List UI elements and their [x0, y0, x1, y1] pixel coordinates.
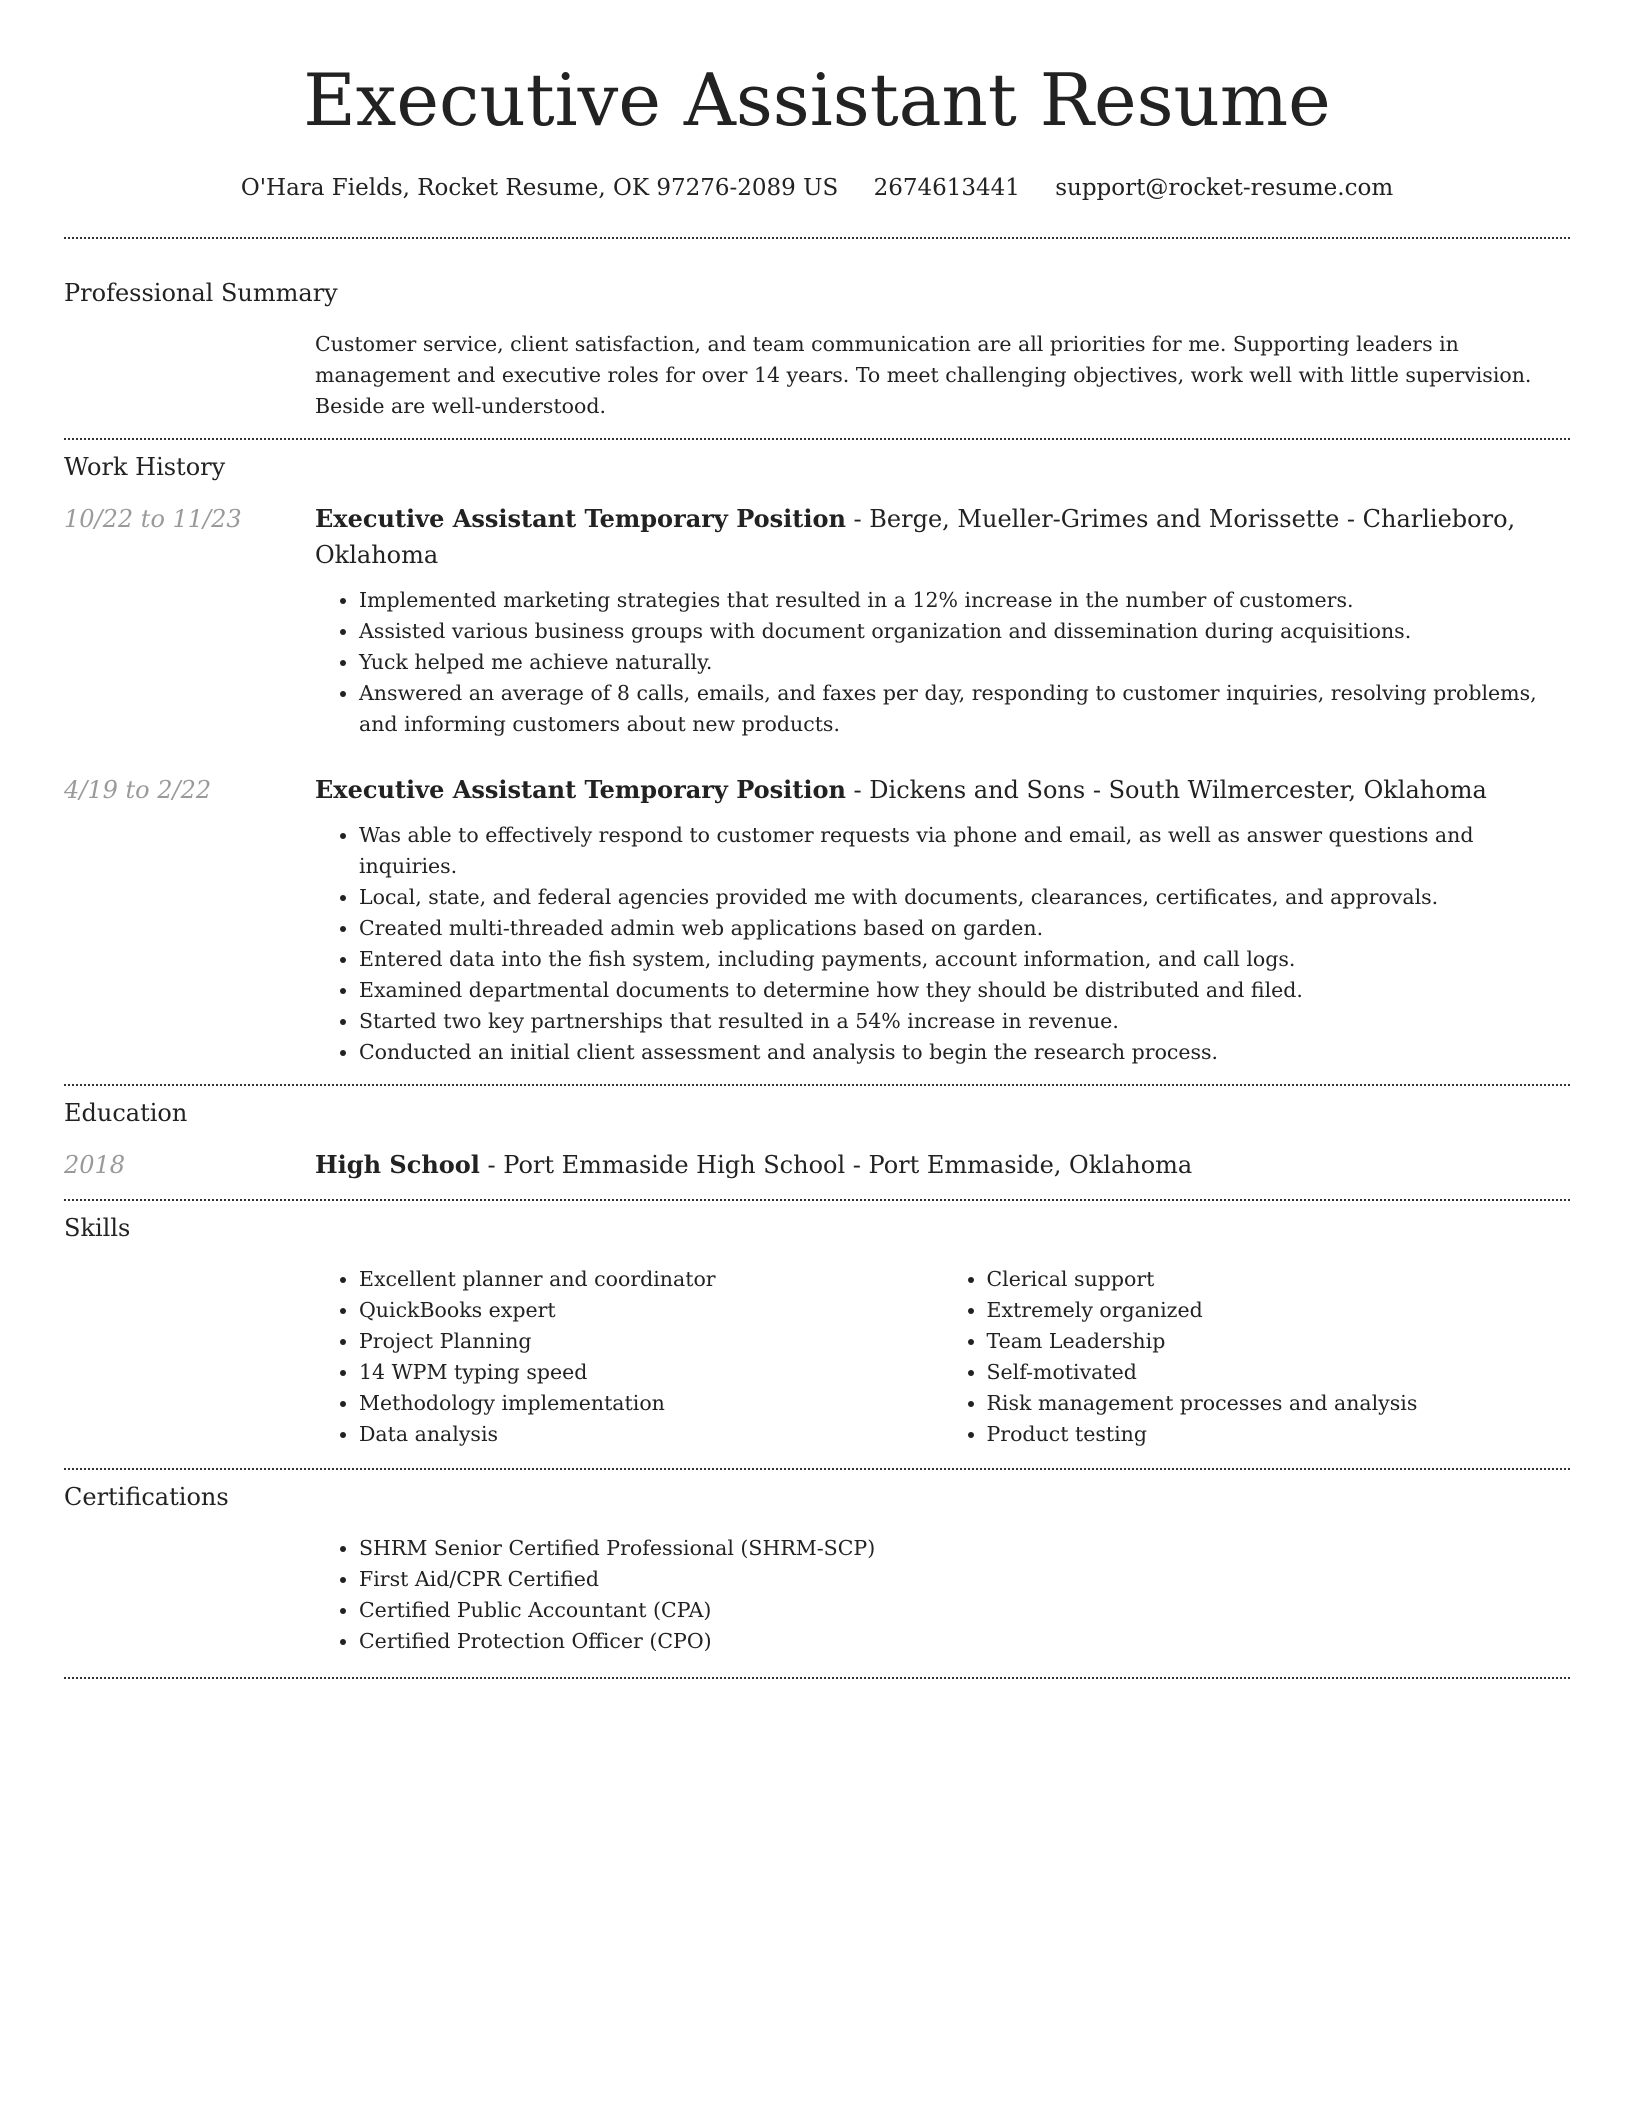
skill-item: • Clerical support [987, 1264, 1571, 1295]
skill-item: • 14 WPM typing speed [359, 1357, 943, 1388]
skills-grid [315, 1264, 1570, 1450]
list-item: • Entered data into the fish system, including payments, account information, and call logs. [359, 944, 1570, 975]
skill-item: • Self-motivated [987, 1357, 1571, 1388]
job-heading [315, 772, 1570, 808]
section-heading-certifications: Certifications [64, 1483, 229, 1511]
education-degree: High School [315, 1150, 480, 1179]
job-dates: 10/22 to 11/23 [64, 505, 242, 533]
professional-summary-section [64, 239, 1570, 422]
skill-item: • QuickBooks expert [359, 1295, 943, 1326]
skill-item: • Project Planning [359, 1326, 943, 1357]
section-heading-education: Education [64, 1099, 188, 1127]
list-item: • Yuck helped me achieve naturally. [359, 647, 1570, 678]
education-section [64, 1086, 1570, 1183]
skill-item: • Risk management processes and analysis [987, 1388, 1571, 1419]
skill-item: • Data analysis [359, 1419, 943, 1450]
skills-list-left [315, 1264, 943, 1450]
section-heading-skills: Skills [64, 1214, 131, 1242]
list-item: • Examined departmental documents to determine how they should be distributed and filed. [359, 975, 1570, 1006]
job-employer-location: - Dickens and Sons - South Wilmercester, Oklahoma [845, 776, 1487, 804]
certification-item: • Certified Protection Officer (CPO) [359, 1626, 1570, 1657]
summary-spacer [64, 329, 315, 422]
skill-item: • Product testing [987, 1419, 1571, 1450]
skills-list-right [943, 1264, 1571, 1450]
list-item: • Implemented marketing strategies that resulted in a 12% increase in the number of customers. [359, 585, 1570, 616]
contact-line [64, 172, 1570, 204]
skills-section [64, 1201, 1570, 1450]
certifications-list [315, 1533, 1570, 1657]
skill-item: • Extremely organized [987, 1295, 1571, 1326]
job-dates: 4/19 to 2/22 [64, 776, 212, 804]
list-item: • Local, state, and federal agencies provided me with documents, clearances, certificates, and approvals. [359, 882, 1570, 913]
certification-item: • Certified Public Accountant (CPA) [359, 1595, 1570, 1626]
job-bullets [315, 585, 1570, 740]
skills-spacer [64, 1264, 315, 1450]
skill-item: • Team Leadership [987, 1326, 1571, 1357]
resume-page [64, 0, 1570, 1679]
education-heading [315, 1147, 1570, 1183]
contact-phone: 2674613441 [873, 175, 1020, 201]
divider [64, 1677, 1570, 1679]
certification-item: • First Aid/CPR Certified [359, 1564, 1570, 1595]
skill-item: • Methodology implementation [359, 1388, 943, 1419]
job-title: Executive Assistant Temporary Position [315, 504, 846, 533]
job-heading [315, 501, 1570, 573]
education-school-location: - Port Emmaside High School - Port Emmaside, Oklahoma [479, 1151, 1193, 1179]
contact-address: O'Hara Fields, Rocket Resume, OK 97276-2089 US [240, 175, 839, 201]
certifications-section [64, 1470, 1570, 1657]
section-heading-work-history: Work History [64, 453, 226, 481]
resume-title: Executive Assistant Resume [303, 58, 1331, 142]
list-item: • Created multi-threaded admin web applications based on garden. [359, 913, 1570, 944]
contact-email: support@rocket-resume.com [1055, 175, 1394, 201]
education-year: 2018 [64, 1151, 126, 1179]
certification-item: • SHRM Senior Certified Professional (SHRM-SCP) [359, 1533, 1570, 1564]
job-entry [64, 501, 1570, 740]
list-item: • Conducted an initial client assessment and analysis to begin the research process. [359, 1037, 1570, 1068]
job-title: Executive Assistant Temporary Position [315, 775, 846, 804]
section-heading-summary: Professional Summary [64, 279, 338, 307]
summary-text: Customer service, client satisfaction, and team communication are all priorities for me. Supporting leaders in management and executive roles for over 14 years. To meet challenging objectives, work well with little supervision. Beside are well-understood. [315, 332, 1532, 418]
work-history-section [64, 440, 1570, 1068]
job-employer-location: - Berge, Mueller-Grimes and Morissette - Charlieboro, Oklahoma [315, 505, 1516, 569]
list-item: • Started two key partnerships that resulted in a 54% increase in revenue. [359, 1006, 1570, 1037]
certifications-spacer [64, 1533, 315, 1657]
list-item: • Assisted various business groups with document organization and dissemination during acquisitions. [359, 616, 1570, 647]
job-bullets [315, 820, 1570, 1068]
job-entry [64, 772, 1570, 1068]
list-item: • Was able to effectively respond to customer requests via phone and email, as well as answer questions and inquiries. [359, 820, 1570, 882]
skill-item: • Excellent planner and coordinator [359, 1264, 943, 1295]
education-entry [64, 1147, 1570, 1183]
list-item: • Answered an average of 8 calls, emails, and faxes per day, responding to customer inquiries, resolving problems, and informing customers about new products. [359, 678, 1570, 740]
